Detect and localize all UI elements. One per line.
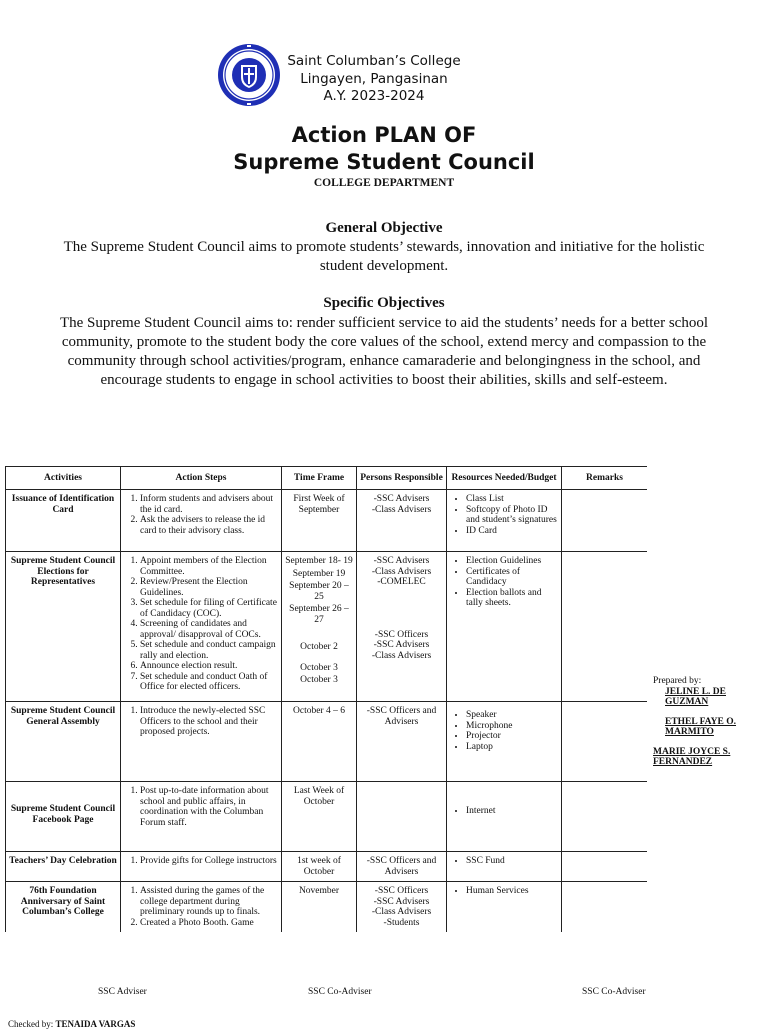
action-steps-cell: [121, 552, 282, 702]
college-seal-icon: [217, 43, 281, 107]
time-frame-entry: October 3: [300, 675, 338, 685]
time-frame-entry: October 2: [300, 642, 338, 652]
person-entry: -SSC Officers and Advisers: [366, 856, 437, 877]
department-label: COLLEGE DEPARTMENT: [313, 177, 455, 189]
person-entry: -SSC Officers: [374, 629, 429, 640]
table-row: [6, 552, 648, 702]
time-frame-entry: September 20 – 25: [289, 581, 349, 602]
time-frame-entry: Last Week of October: [293, 786, 345, 807]
action-step: 3. Set schedule for filing of Certificate of Candidacy (COC).: [140, 598, 278, 619]
preparer-name: MARIE JOYCE S. FERNANDEZ: [653, 746, 731, 767]
table-header-cell: Activities: [6, 467, 121, 490]
resources-list: [450, 556, 558, 609]
resources-cell: [447, 782, 562, 852]
action-steps-list: [124, 856, 278, 867]
person-entry: -Class Advisers: [371, 566, 432, 577]
time-frame-cell: [282, 490, 357, 552]
resources-cell: [447, 882, 562, 933]
time-frame-cell: [282, 882, 357, 933]
table-row: [6, 702, 648, 782]
resources-list: [450, 856, 558, 867]
action-plan-table: [5, 466, 647, 932]
resource-item: • Election ballots and tally sheets.: [466, 588, 558, 609]
action-steps-cell: [121, 490, 282, 552]
remarks-cell: [562, 490, 648, 552]
resources-cell: [447, 552, 562, 702]
resources-cell: [447, 702, 562, 782]
table-body: [6, 490, 648, 933]
school-info: [283, 53, 465, 106]
persons-cell: [357, 782, 447, 852]
remarks-cell: [562, 782, 648, 852]
resource-item: • Election Guidelines: [466, 556, 558, 567]
time-frame-entry: First Week of September: [293, 494, 345, 515]
action-steps-list: [124, 786, 278, 828]
action-steps-list: [124, 556, 278, 693]
person-entry: -Students: [383, 917, 420, 928]
table-header-cell: Resources Needed/Budget: [447, 467, 562, 490]
action-plan-table-wrapper: [5, 466, 647, 932]
general-objective-heading: General Objective: [325, 220, 443, 236]
preparer-name: ETHEL FAYE O. MARMITO: [665, 716, 737, 737]
person-entry: -SSC Advisers: [373, 494, 430, 504]
activity-cell: Supreme Student Council Elections for Representatives: [6, 552, 121, 702]
time-frame-entry: October 3: [300, 662, 338, 673]
person-entry: -SSC Advisers: [373, 640, 430, 650]
specific-objectives-text: The Supreme Student Council aims to: render sufficient service to aid the students’ needs for a better school community, promote to the student body the core values of the school, extend mercy and compassion to the community through school activities/program, enhance camaraderie and belongingness in the school, and encourage students to engage in school activities to boost their abilities, skills and self-esteem.: [59, 315, 709, 388]
school-name: Saint Columban’s College: [287, 53, 461, 69]
action-step: 1. Provide gifts for College instructors: [140, 856, 278, 867]
general-objective-text: The Supreme Student Council aims to promote students’ stewards, innovation and initiative for the holistic student development.: [63, 239, 705, 274]
document-title-line2: Supreme Student Council: [233, 150, 535, 174]
action-step: 6. Announce election result.: [140, 661, 278, 672]
resource-item: • Certificates of Candidacy: [466, 567, 558, 588]
resources-cell: [447, 852, 562, 882]
activity-cell: Supreme Student Council Facebook Page: [6, 782, 121, 852]
action-steps-cell: [121, 852, 282, 882]
school-location: Lingayen, Pangasinan: [300, 70, 448, 87]
specific-objectives-heading: Specific Objectives: [323, 295, 445, 311]
remarks-cell: [562, 852, 648, 882]
action-steps-cell: [121, 702, 282, 782]
action-steps-list: [124, 886, 278, 928]
remarks-cell: [562, 552, 648, 702]
action-step: 4. Screening of candidates and approval/ disapproval of COCs.: [140, 619, 278, 640]
remarks-cell: [562, 702, 648, 782]
action-step: 1. Introduce the newly-elected SSC Officers to the school and their proposed projects.: [140, 706, 278, 738]
action-steps-list: [124, 494, 278, 536]
resource-item: • Speaker: [466, 710, 558, 721]
person-entry: -Class Advisers: [371, 650, 432, 661]
academic-year: A.Y. 2023-2024: [323, 88, 425, 104]
time-frame-entry: September 18- 19: [285, 556, 353, 566]
resource-item: • Internet: [466, 806, 558, 817]
table-row: [6, 852, 648, 882]
action-step: 2. Review/Present the Election Guidelines.: [140, 577, 278, 598]
checked-by: [8, 1019, 135, 1029]
time-frame-entry: September 19: [292, 568, 346, 579]
table-row: [6, 882, 648, 933]
resource-item: • ID Card: [466, 526, 558, 537]
action-steps-list: [124, 706, 278, 738]
action-step: 1. Appoint members of the Election Committee.: [140, 556, 278, 577]
resources-list: [450, 710, 558, 752]
table-row: [6, 490, 648, 552]
time-frame-entry: November: [298, 886, 340, 896]
person-entry: -SSC Advisers: [373, 556, 430, 566]
action-step: 2. Ask the advisers to release the id card to their advisory class.: [140, 515, 278, 536]
resource-item: • Softcopy of Photo ID and student’s signatures: [466, 505, 558, 526]
time-frame-cell: [282, 782, 357, 852]
table-header-cell: Time Frame: [282, 467, 357, 490]
resource-item: • SSC Fund: [466, 856, 558, 867]
resource-item: • Projector: [466, 731, 558, 742]
document-title-line1: Action PLAN OF: [291, 123, 477, 147]
action-step: 1. Inform students and advisers about the id card.: [140, 494, 278, 515]
signature-ssc-co-adviser: SSC Co-Adviser: [582, 987, 646, 997]
signature-ssc-co-adviser: SSC Co-Adviser: [308, 987, 372, 997]
signature-ssc-adviser: SSC Adviser: [98, 987, 147, 997]
document-header: [0, 40, 768, 110]
persons-cell: [357, 702, 447, 782]
time-frame-cell: [282, 552, 357, 702]
resources-cell: [447, 490, 562, 552]
action-step: 1. Assisted during the games of the college department during preliminary rounds up to finals.: [140, 886, 278, 918]
resource-item: • Human Services: [466, 886, 558, 897]
table-row: [6, 782, 648, 852]
prepared-by-block: [653, 676, 765, 768]
remarks-cell: [562, 882, 648, 933]
time-frame-entry: October 4 – 6: [293, 706, 345, 716]
table-header-cell: Persons Responsible: [357, 467, 447, 490]
time-frame-entry: 1st week of October: [297, 856, 341, 877]
person-entry: -Class Advisers: [371, 907, 432, 917]
activity-cell: Supreme Student Council General Assembly: [6, 702, 121, 782]
prepared-by-label: Prepared by:: [653, 676, 702, 686]
persons-cell: [357, 882, 447, 933]
person-entry: -COMELEC: [377, 577, 426, 587]
time-frame-entry: September 26 – 27: [289, 604, 349, 625]
time-frame-cell: [282, 702, 357, 782]
resource-item: • Laptop: [466, 742, 558, 753]
persons-cell: [357, 490, 447, 552]
table-header-cell: Remarks: [562, 467, 648, 490]
action-step: 7. Set schedule and conduct Oath of Office for elected officers.: [140, 672, 278, 693]
persons-cell: [357, 552, 447, 702]
action-step: 2. Created a Photo Booth. Game: [140, 918, 278, 929]
person-entry: -Class Advisers: [371, 504, 432, 515]
action-steps-cell: [121, 882, 282, 933]
action-step: 1. Post up-to-date information about school and public affairs, in coordination with the Columban Forum staff.: [140, 786, 278, 828]
resources-list: [450, 806, 558, 817]
activity-cell: Teachers’ Day Celebration: [6, 852, 121, 882]
checked-by-name: TENAIDA VARGAS: [55, 1019, 136, 1029]
activity-cell: 76th Foundation Anniversary of Saint Columban’s College: [6, 882, 121, 933]
person-entry: -SSC Advisers: [373, 896, 430, 907]
table-header-cell: Action Steps: [121, 467, 282, 490]
person-entry: -SSC Officers: [374, 886, 429, 896]
resources-list: [450, 494, 558, 536]
time-frame-cell: [282, 852, 357, 882]
resource-item: • Class List: [466, 494, 558, 505]
activity-cell: Issuance of Identification Card: [6, 490, 121, 552]
resource-item: • Microphone: [466, 721, 558, 732]
resources-list: [450, 886, 558, 897]
person-entry: -SSC Officers and Advisers: [366, 706, 437, 727]
table-header-row: [6, 467, 648, 490]
persons-cell: [357, 852, 447, 882]
action-step: 5. Set schedule and conduct campaign rally and election.: [140, 640, 278, 661]
preparer-name: JELINE L. DE GUZMAN: [665, 686, 726, 707]
action-steps-cell: [121, 782, 282, 852]
checked-by-label: Checked by:: [8, 1019, 54, 1029]
